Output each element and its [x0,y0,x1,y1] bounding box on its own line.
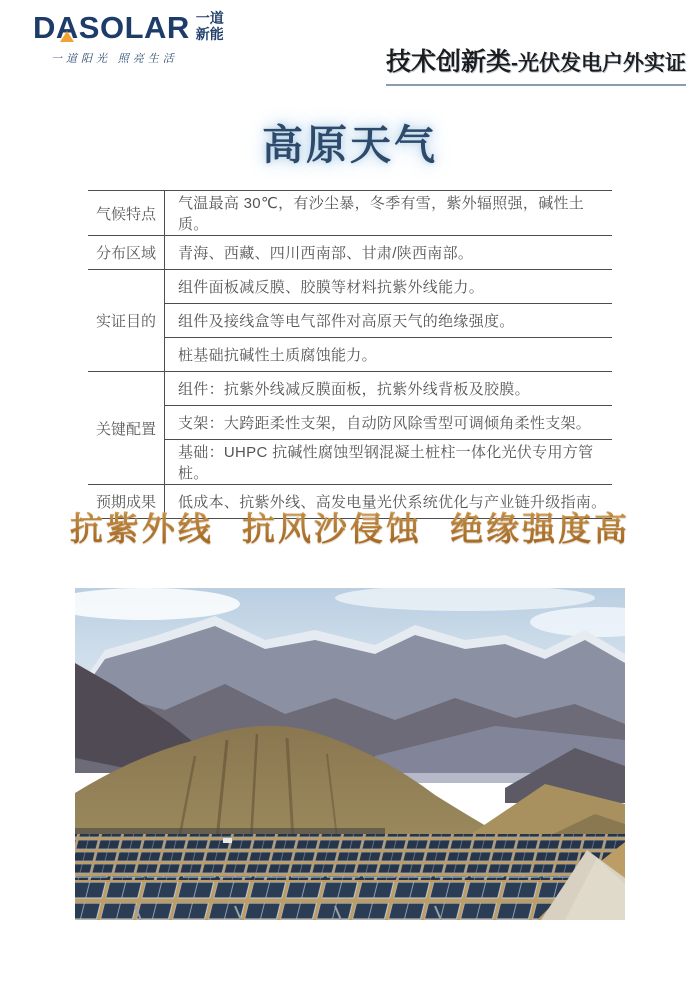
table-row [88,372,612,406]
logo-cn-line2: 新能 [195,26,224,43]
table-row [88,338,612,372]
table-row [88,236,612,270]
logo-cn-line1: 一道 [195,10,224,26]
row-label-region: 分布区域 [88,236,165,270]
photo-solar-array [75,834,625,920]
table-row [88,270,612,304]
logo-triangle-icon [60,31,74,42]
solar-farm-photo [75,588,625,920]
table-row [88,191,612,236]
page-title: 高原天气 [262,122,438,168]
logo-tagline: 一道阳光 照亮生活 [51,53,178,65]
table-row [88,304,612,338]
slogan-text: 抗紫外线 抗风沙侵蚀 绝缘强度高 [0,503,700,550]
logo-wordmark [33,12,190,43]
category-subtitle: -光伏发电户外实证 [511,52,686,75]
logo-brand-text: DASOLAR [33,10,190,45]
row-label-climate: 气候特点 [95,205,156,223]
category-heading [386,42,686,86]
cell-climate: 气温最高 30℃，有沙尘暴，冬季有雪，紫外辐照强，碱性土质。 [165,191,613,236]
cell-purpose-1: 组件面板减反膜、胶膜等材料抗紫外线能力。 [165,270,613,304]
spec-table [88,190,612,519]
cell-purpose-3: 桩基础抗碱性土质腐蚀能力。 [165,338,613,372]
table-row [88,440,612,485]
cell-config-3: 基础：UHPC 抗碱性腐蚀型钢混凝土桩柱一体化光伏专用方管桩。 [165,440,613,485]
category-title: 技术创新类 [385,48,511,76]
row-label-purpose: 实证目的 [88,270,165,372]
dasolar-logo [33,12,253,66]
cell-purpose-2: 组件及接线盒等电气部件对高原天气的绝缘强度。 [165,304,613,338]
cell-region: 青海、西藏、四川西南部、甘肃/陕西南部。 [165,236,613,270]
cell-config-2: 支架：大跨距柔性支架，自动防风除雪型可调倾角柔性支架。 [165,406,613,440]
row-label-config: 关键配置 [88,372,165,485]
logo-cn-name [196,10,224,42]
table-row [88,406,612,440]
cell-config-1: 组件：抗紫外线减反膜面板，抗紫外线背板及胶膜。 [165,372,613,406]
